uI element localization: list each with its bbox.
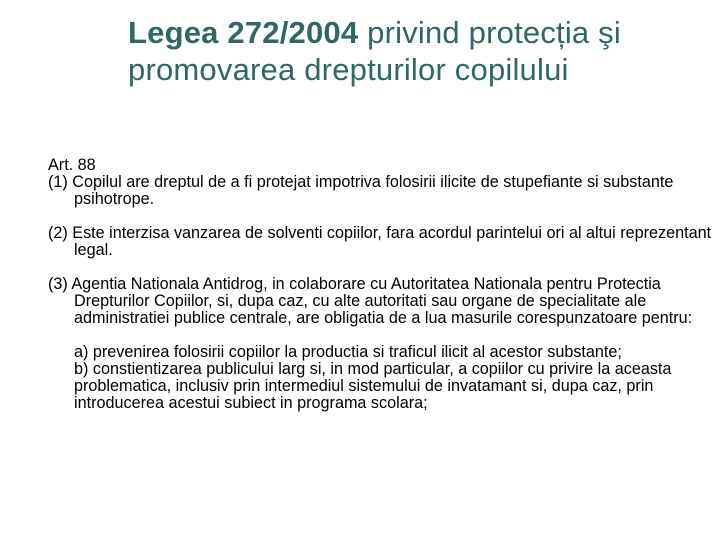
paragraph-3: (3) Agentia Nationala Antidrog, in colaborare cu Autoritatea Nationala pentru Protectia Drepturilor Copiilor, si, dupa caz, cu alte autoritati sau organe de specialitate ale administratiei publice centrale, are obligatia de a lua masurile corespunzatoare pentru: <box>48 275 693 327</box>
article-number: Art. 88 <box>48 156 96 174</box>
point-a: a) prevenirea folosirii copiilor la productia si traficul ilicit al acestor substante; <box>74 343 622 361</box>
spacer <box>48 327 712 344</box>
slide-title <box>128 14 688 88</box>
spacer <box>48 259 712 276</box>
paragraph-2: (2) Este interzisa vanzarea de solventi copiilor, fara acordul parintelui ori al altui reprezentant legal. <box>48 224 712 259</box>
spacer <box>48 208 712 225</box>
point-b: b) constientizarea publicului larg si, in mod particular, a copiilor cu privire la aceasta problematica, inclusiv prin intermediul sistemului de invatamant si, dupa caz, prin introducerea acestui subiect in programa scolara; <box>74 360 672 412</box>
title-law-subject: privind protecția şi promovarea drepturilor copilului <box>128 15 621 87</box>
paragraph-1: (1) Copilul are dreptul de a fi protejat impotriva folosirii ilicite de stupefiante si substante psihotrope. <box>48 173 674 208</box>
slide-body <box>48 157 712 412</box>
title-law-number: Legea 272/2004 <box>128 15 359 50</box>
